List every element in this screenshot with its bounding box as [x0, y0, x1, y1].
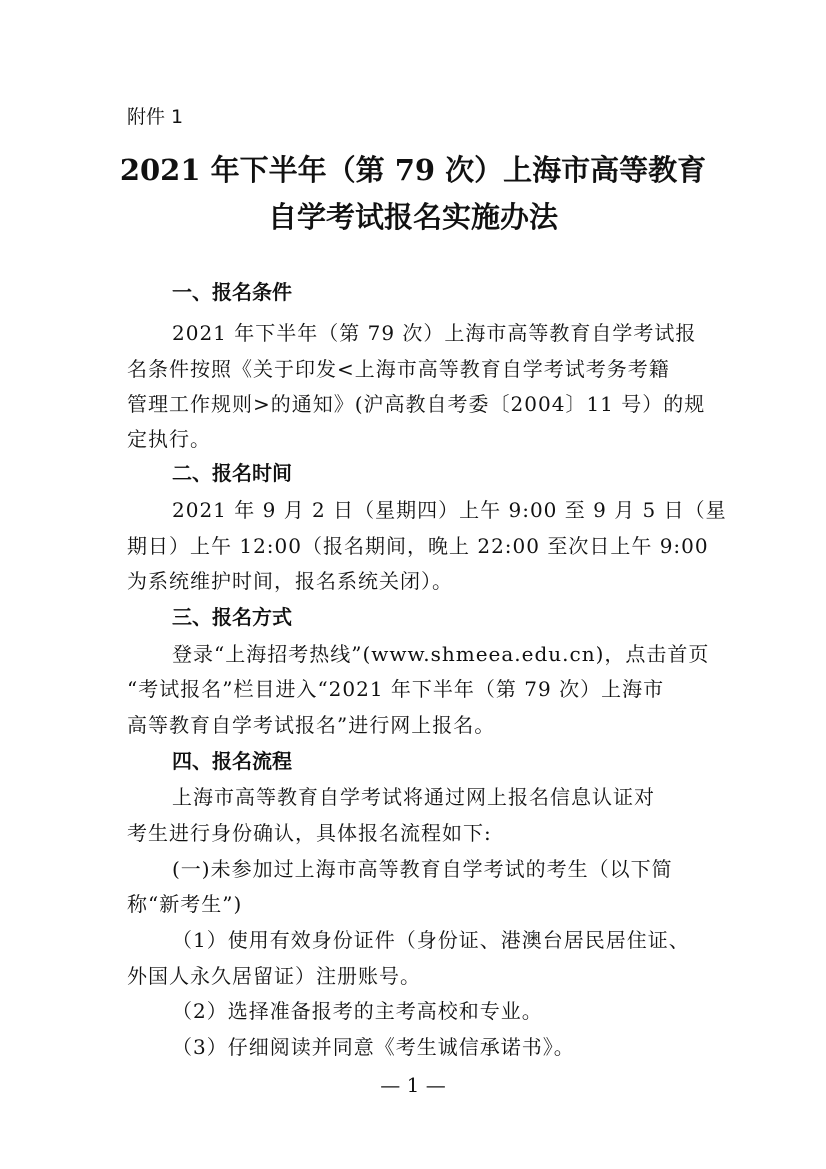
paragraph-line: 为系统维护时间，报名系统关闭）。 — [127, 569, 453, 593]
document-title-line-1: 2021 年下半年（第 79 次）上海市高等教育 — [119, 153, 707, 187]
paragraph-line: “考试报名”栏目进入“2021 年下半年（第 79 次）上海市 — [127, 677, 665, 701]
paragraph-line: 考生进行身份确认，具体报名流程如下: — [127, 821, 492, 845]
paragraph-line: 登录“上海招考热线”(www.shmeea.edu.cn)，点击首页 — [172, 642, 710, 666]
paragraph-line: 上海市高等教育自学考试将通过网上报名信息认证对 — [172, 785, 655, 809]
section-heading-time: 二、报名时间 — [172, 461, 292, 485]
paragraph-line: 管理工作规则>的通知》(沪高教自考委〔2004〕11 号）的规 — [127, 392, 706, 416]
paragraph-line: 高等教育自学考试报名”进行网上报名。 — [127, 713, 496, 737]
paragraph-line: （2）选择准备报考的主考高校和专业。 — [172, 999, 543, 1023]
paragraph-line: （1）使用有效身份证件（身份证、港澳台居民居住证、 — [172, 928, 690, 952]
paragraph-line: 名条件按照《关于印发<上海市高等教育自学考试考务考籍 — [127, 357, 670, 381]
paragraph-line: (一)未参加过上海市高等教育自学考试的考生（以下简 — [172, 857, 673, 881]
section-heading-process: 四、报名流程 — [172, 749, 292, 773]
paragraph-line: （3）仔细阅读并同意《考生诚信承诺书》。 — [172, 1035, 575, 1059]
paragraph-line: 2021 年 9 月 2 日（星期四）上午 9:00 至 9 月 5 日（星 — [172, 498, 727, 522]
document-title-line-2: 自学考试报名实施办法 — [267, 200, 558, 234]
paragraph-line: 2021 年下半年（第 79 次）上海市高等教育自学考试报 — [172, 321, 697, 345]
paragraph-line: 称“新考生”) — [127, 892, 243, 916]
attachment-label: 附件 1 — [127, 106, 184, 128]
paragraph-line: 外国人永久居留证）注册账号。 — [127, 964, 421, 988]
section-heading-method: 三、报名方式 — [172, 605, 292, 629]
section-heading-conditions: 一、报名条件 — [172, 280, 292, 304]
paragraph-line: 定执行。 — [127, 427, 211, 451]
paragraph-line: 期日）上午 12:00（报名期间，晚上 22:00 至次日上午 9:00 — [127, 534, 709, 558]
page-number: — 1 — — [380, 1073, 446, 1097]
